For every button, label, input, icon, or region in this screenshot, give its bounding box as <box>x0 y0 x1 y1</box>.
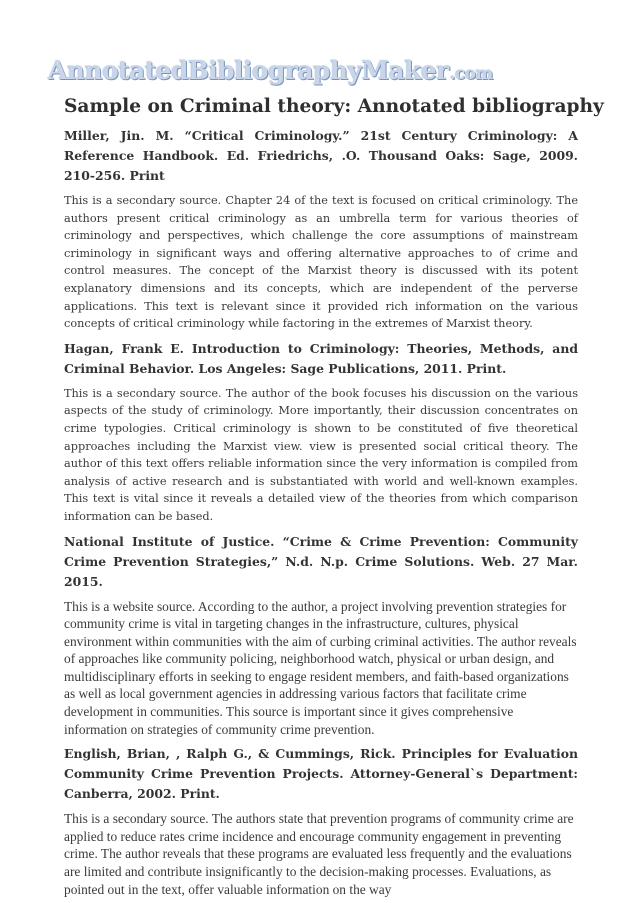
bibliography-list <box>64 126 578 898</box>
bibliography-entry <box>64 126 578 333</box>
entry-citation: Miller, Jin. M. “Critical Criminology.” 21st Century Criminology: A Reference Handbook. Ed. Friedrichs, .O. Thousand Oaks: Sage, 2009. 210-256. Print <box>64 128 578 183</box>
bibliography-entry <box>64 532 578 739</box>
logo-domain-text: .com <box>449 64 493 84</box>
entry-citation: National Institute of Justice. “Crime & Crime Prevention: Community Crime Prevention Strategies,” N.d. N.p. Crime Solutions. Web. 27 Mar. 2015. <box>64 533 578 589</box>
entry-annotation: This is a secondary source. Chapter 24 of the text is focused on critical criminology. The authors present critical criminology as an umbrella term for various theories of criminology and perspectives, which challenge the core assumptions of mainstream criminology in significant ways and offering alternative approaches to of crime and control measures. The concept of the Marxist theory is discussed with its potent explanatory dimensions and its concepts, which are independent of the perverse applications. This text is relevant since it provided rich information on the various concepts of critical criminology while factoring in the extremes of Marxist theory. <box>64 194 578 331</box>
logo-main-text: AnnotatedBibliographyMaker <box>48 56 449 85</box>
bibliography-entry <box>64 744 578 898</box>
entry-citation: Hagan, Frank E. Introduction to Criminology: Theories, Methods, and Criminal Behavior. Los Angeles: Sage Publications, 2011. Print. <box>64 340 578 376</box>
entry-citation: English, Brian, , Ralph G., & Cummings, Rick. Principles for Evaluation Community Crime Prevention Projects. Attorney-General`s Department: Canberra, 2002. Print. <box>64 746 578 802</box>
entry-annotation: This is a secondary source. The authors state that prevention programs of community crime are applied to reduce rates crime incidence and encourage community engagement in preventing crime. The author reveals that these programs are evaluated less frequently and the evaluations are limited and contribute insignificantly to the decision-making processes. Evaluations, as pointed out in the text, offer valuable information on the way <box>64 811 574 897</box>
bibliography-entry <box>64 339 578 526</box>
entry-annotation: This is a secondary source. The author of the book focuses his discussion on the various aspects of the study of criminology. More importantly, their discussion concentrates on crime typologies. Critical criminology is shown to be constituted of five theoretical approaches including the Marxist view. view is presented social critical theory. The author of this text offers reliable information since the very information is compiled from analysis of active research and is substantiated with world and well-known examples. This text is vital since it reveals a detailed view of the theories from which comparison information can be based. <box>64 386 578 523</box>
entry-annotation: This is a website source. According to the author, a project involving prevention strategies for community crime is vital in targeting changes in the infrastructure, cultures, physical environment within communities with the aim of curbing criminal activities. The author reveals of approaches like community policing, neighborhood watch, physical or urban design, and multidisciplinary efforts in seeking to engage resident members, and faith-based organizations as well as local government agencies in addressing various factors that facilitate crime development in communities. This source is important since it gives comprehensive information on strategies of community crime prevention. <box>64 598 577 737</box>
page-title: Sample on Criminal theory: Annotated bibliography <box>64 96 604 117</box>
site-logo <box>48 56 493 90</box>
